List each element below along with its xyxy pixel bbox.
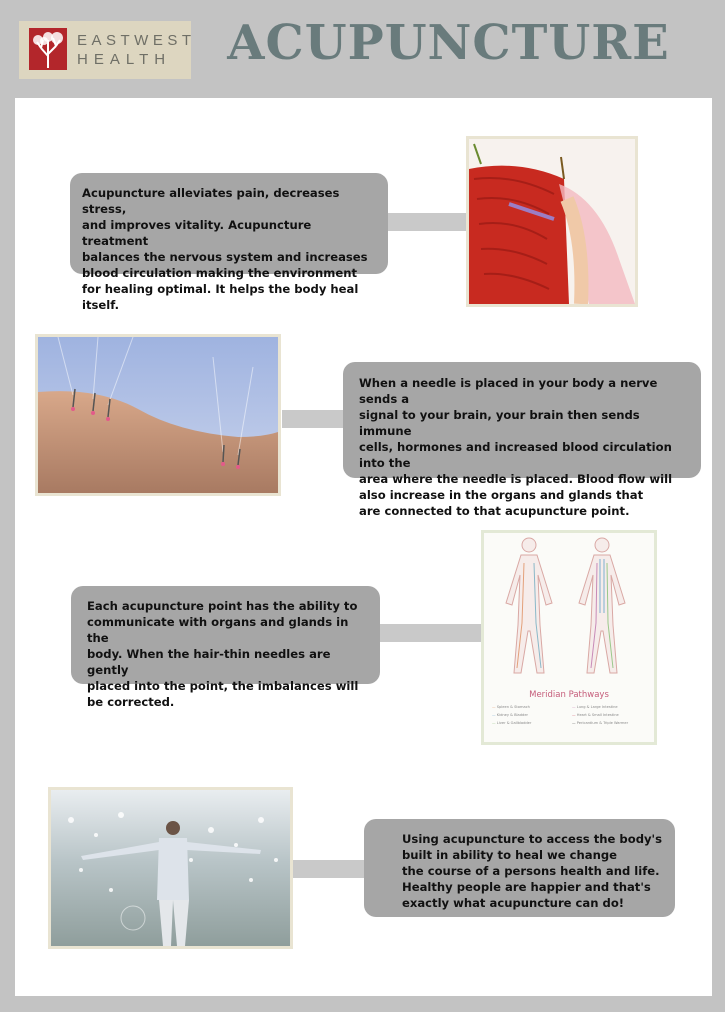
connector-4	[290, 860, 370, 878]
page-title: ACUPUNCTURE	[227, 15, 670, 71]
logo-line-2: HEALTH	[77, 51, 172, 68]
legend-item: — Pericardium & Triple Warmer	[572, 721, 629, 725]
needles-in-skin-image	[35, 334, 281, 496]
meridian-legend	[492, 705, 652, 725]
legend-item: — Lung & Large Intestine	[572, 705, 618, 709]
legend-item: — Heart & Small Intestine	[572, 713, 619, 717]
meridian-chart-title: Meridian Pathways	[529, 690, 609, 700]
info-box-4: Using acupuncture to access the body's built in ability to heal we change the course of a persons health and life. Healthy people are happier and that's exactly what acupuncture can do!	[364, 819, 675, 917]
info-box-2: When a needle is placed in your body a nerve sends a signal to your brain, your brain then sends immune cells, hormones and increased blood circulation into the area where the needle is placed. Blood flow will also increase in the organs and glands that are connected to that acupuncture point.	[343, 362, 701, 478]
info-box-3: Each acupuncture point has the ability to communicate with organs and glands in the body. When the hair-thin needles are gently placed into the point, the imbalances will be corrected.	[71, 586, 380, 684]
connector-1	[380, 213, 470, 231]
shoulder-muscle-image	[466, 136, 638, 307]
legend-item: — Spleen & Stomach	[492, 705, 530, 709]
legend-item: — Kidney & Bladder	[492, 713, 529, 717]
connector-3	[375, 624, 487, 642]
meridian-pathways-chart	[481, 530, 657, 745]
man-by-sea-image	[48, 787, 293, 949]
connector-2	[282, 410, 350, 428]
logo-line-1: EASTWEST	[77, 32, 196, 49]
legend-item: — Liver & Gallbladder	[492, 721, 532, 725]
info-box-1: Acupuncture alleviates pain, decreases stress, and improves vitality. Acupuncture treatment balances the nervous system and increases blood circulation making the environment for healing optimal. It helps the body heal itself.	[70, 173, 388, 274]
